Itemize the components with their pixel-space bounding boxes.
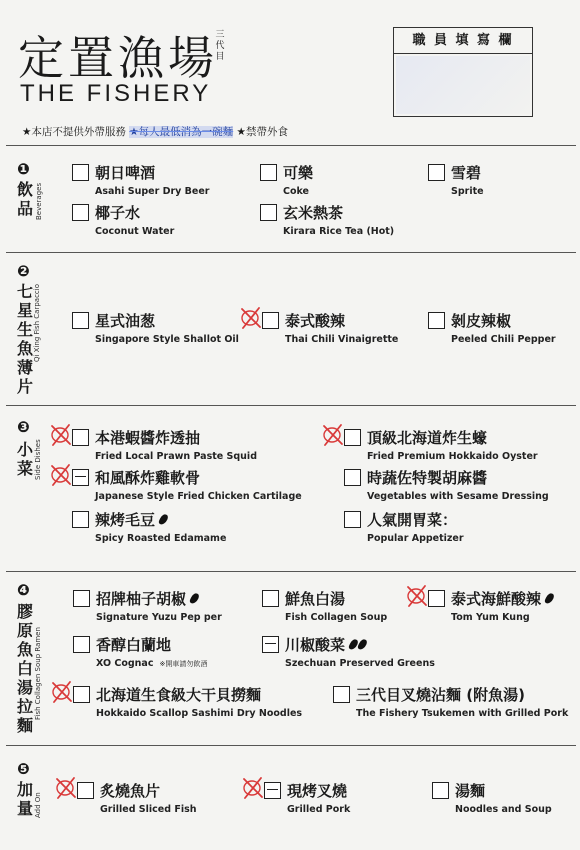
item-name-en: [451, 186, 484, 197]
menu-item: [260, 162, 313, 197]
menu-item-row: [344, 427, 538, 448]
item-name-zh: 炙燒魚片: [100, 782, 161, 800]
section-number: ❷: [17, 262, 30, 280]
item-name-zh: 人氣開胃菜：: [367, 511, 458, 529]
item-name-zh: 雪碧: [451, 164, 482, 182]
item-name-en: [95, 334, 239, 345]
item-name-en-text: Thai Chili Vinaigrette: [285, 334, 399, 345]
section-title: 膠原魚白湯拉麵: [16, 602, 33, 735]
menu-item: [344, 509, 464, 544]
item-name-en: [356, 708, 568, 719]
order-checkbox[interactable]: [72, 204, 89, 221]
item-name-zh: 星式油葱: [95, 312, 156, 330]
menu-item: [260, 202, 394, 237]
item-name-zh: 玄米熱茶: [283, 204, 344, 222]
menu-item: [262, 588, 387, 623]
item-name-en-text: Fish Collagen Soup: [285, 612, 388, 623]
item-name-en: [95, 451, 257, 462]
chili-icon: [189, 592, 200, 605]
menu-item-row: [333, 684, 568, 705]
menu-item: [262, 310, 398, 345]
order-checkbox[interactable]: [333, 686, 350, 703]
handwritten-x-mark-icon: [49, 679, 75, 705]
menu-item-row: [264, 780, 350, 801]
menu-item: [262, 634, 435, 669]
staff-use-box: [393, 27, 533, 117]
section-title-en: Fish Collagen Soup Ramen: [34, 627, 42, 720]
item-name-en: [95, 533, 226, 544]
item-name-en-text: Asahi Super Dry Beer: [95, 186, 210, 197]
order-checkbox[interactable]: [72, 312, 89, 329]
item-name-en: [283, 186, 313, 197]
menu-item: [72, 427, 257, 462]
restaurant-generation: 三代目: [215, 30, 225, 62]
item-name-en-text: Noodles and Soup: [455, 804, 552, 815]
item-name-en-text: Peeled Chili Pepper: [451, 334, 556, 345]
item-name-zh: 鮮魚白湯: [285, 590, 346, 608]
item-name-zh: 三代目叉燒沾麵 (附魚湯): [356, 686, 525, 704]
item-name-en: [367, 491, 549, 502]
item-name-en: [367, 451, 538, 462]
restaurant-name-zh: 定置漁場: [18, 31, 218, 85]
handwritten-x-mark-icon: [48, 462, 74, 488]
menu-item: [72, 310, 239, 345]
notice-no-outside-food: ★禁帶外食: [236, 126, 288, 138]
menu-item: [428, 588, 553, 623]
item-name-en-text: Coke: [283, 186, 310, 197]
order-checkbox[interactable]: [260, 164, 277, 181]
order-checkbox[interactable]: [262, 636, 279, 653]
item-name-zh: 椰子水: [95, 204, 141, 222]
menu-item: [72, 509, 226, 544]
item-name-zh: 朝日啤酒: [95, 164, 156, 182]
item-name-en-text: Fried Local Prawn Paste Squid: [95, 451, 257, 462]
divider: [6, 571, 576, 572]
menu-item: [344, 427, 538, 462]
handwritten-x-mark-icon: [48, 422, 74, 448]
menu-item-row: [72, 202, 174, 223]
item-name-en: [287, 804, 350, 815]
item-name-en: [285, 334, 398, 345]
item-name-zh: 辣烤毛豆: [95, 511, 156, 529]
order-checkbox[interactable]: [344, 429, 361, 446]
item-name-en-text: The Fishery Tsukemen with Grilled Pork: [356, 708, 569, 719]
item-name-zh: 招牌柚子胡椒: [96, 590, 187, 608]
menu-item-row: [72, 509, 226, 530]
menu-item-row: [73, 634, 207, 655]
item-name-zh: 和風酥炸雞軟骨: [95, 469, 201, 487]
menu-item: [428, 310, 556, 345]
divider: [6, 405, 576, 406]
handwritten-x-mark-icon: [240, 775, 266, 801]
divider: [6, 145, 576, 146]
order-checkbox[interactable]: [77, 782, 94, 799]
order-checkbox[interactable]: [72, 511, 89, 528]
menu-item: [432, 780, 552, 815]
item-name-en-text: Tom Yum Kung: [451, 612, 530, 623]
item-name-zh: 泰式酸辣: [285, 312, 346, 330]
order-checkbox[interactable]: [344, 511, 361, 528]
item-name-zh: 北海道生食級大干貝撈麵: [96, 686, 262, 704]
item-name-zh: 香醇白蘭地: [96, 636, 172, 654]
handwritten-x-mark-icon: [53, 775, 79, 801]
section-title-en: Beverages: [35, 182, 43, 220]
item-name-en: [96, 708, 302, 719]
item-name-en-text: Sprite: [451, 186, 484, 197]
menu-item-row: [77, 780, 197, 801]
item-name-en-text: Kirara Rice Tea (Hot): [283, 226, 395, 237]
staff-box-field[interactable]: [396, 56, 530, 114]
chili-icon: [544, 592, 555, 605]
order-checkbox[interactable]: [73, 590, 90, 607]
item-name-en: [95, 226, 174, 237]
menu-item: [72, 162, 209, 197]
item-name-en: [96, 612, 222, 623]
item-name-en-text: XO Cognac: [96, 658, 154, 669]
menu-item-row: [428, 310, 556, 331]
order-checkbox[interactable]: [260, 204, 277, 221]
divider: [6, 745, 576, 746]
item-name-zh: 泰式海鮮酸辣: [451, 590, 542, 608]
menu-item-row: [72, 310, 239, 331]
item-name-zh: 本港蝦醬炸透抽: [95, 429, 201, 447]
menu-item-row: [344, 509, 464, 530]
section-title-en: Side Dishes: [34, 439, 42, 480]
order-checkbox[interactable]: [73, 636, 90, 653]
chili-icon: [357, 638, 368, 651]
section-title: 七星生魚薄片: [16, 282, 33, 396]
menu-item-row: [262, 588, 387, 609]
handwritten-x-mark-icon: [238, 305, 264, 331]
staff-box-label: 職 員 填 寫 欄: [394, 28, 532, 54]
notice-min-order: ★每人最低消為一碗麵: [129, 126, 234, 138]
item-name-en: [283, 226, 394, 237]
item-name-en: [95, 491, 302, 502]
order-checkbox[interactable]: [432, 782, 449, 799]
chili-icon: [158, 513, 169, 526]
item-name-en-text: Spicy Roasted Edamame: [95, 533, 227, 544]
item-name-en: [285, 658, 435, 669]
menu-item-row: [73, 588, 222, 609]
restaurant-name-en: THE FISHERY: [20, 80, 212, 107]
section-number: ❹: [17, 581, 30, 599]
menu-item: [72, 467, 302, 502]
item-name-en-text: Singapore Style Shallot Oil: [95, 334, 239, 345]
menu-item-row: [260, 162, 313, 183]
order-checkbox[interactable]: [428, 590, 445, 607]
item-name-en: [100, 804, 197, 815]
item-name-zh: 剝皮辣椒: [451, 312, 512, 330]
notice-no-takeout: ★本店不提供外帶服務: [22, 126, 126, 138]
item-name-en-text: Coconut Water: [95, 226, 175, 237]
menu-item-row: [432, 780, 552, 801]
handwritten-x-mark-icon: [320, 422, 346, 448]
section-number: ❺: [17, 760, 30, 778]
item-name-en: [96, 658, 207, 669]
menu-item-row: [72, 162, 209, 183]
item-name-zh: 可樂: [283, 164, 314, 182]
order-checkbox[interactable]: [72, 429, 89, 446]
item-name-en-text: Japanese Style Fried Chicken Cartilage: [95, 491, 302, 502]
item-name-en-text: Grilled Sliced Fish: [100, 804, 197, 815]
section-title: 加量: [16, 780, 33, 818]
item-name-en-text: Vegetables with Sesame Dressing: [367, 491, 549, 502]
menu-item: [73, 634, 207, 669]
section-number: ❸: [17, 418, 30, 436]
section-title-en: Add On: [34, 792, 42, 818]
menu-item: [73, 588, 222, 623]
menu-item-row: [428, 162, 484, 183]
order-checkbox[interactable]: [72, 469, 89, 486]
order-checkbox[interactable]: [428, 312, 445, 329]
item-name-en: [451, 612, 553, 623]
item-note: ※開車請勿飲酒: [159, 660, 208, 668]
order-checkbox[interactable]: [262, 590, 279, 607]
divider: [6, 252, 576, 253]
menu-item: [344, 467, 549, 502]
menu-item-row: [262, 634, 435, 655]
item-name-zh: 頂級北海道炸生蠔: [367, 429, 488, 447]
section-title-en: Qi Xing Fish Carpaccio: [33, 283, 41, 362]
item-name-en-text: Popular Appetizer: [367, 533, 464, 544]
section-title: 小菜: [16, 440, 33, 478]
item-name-en: [455, 804, 552, 815]
menu-item-row: [428, 588, 553, 609]
item-name-en-text: Hokkaido Scallop Sashimi Dry Noodles: [96, 708, 303, 719]
menu-item-row: [72, 427, 257, 448]
menu-item-row: [344, 467, 549, 488]
order-checkbox[interactable]: [428, 164, 445, 181]
notice-line: [22, 124, 288, 139]
item-name-en-text: Signature Yuzu Pep per: [96, 612, 222, 623]
menu-item: [264, 780, 350, 815]
item-name-en: [367, 533, 464, 544]
menu-item: [333, 684, 568, 719]
section-number: ❶: [17, 160, 30, 178]
item-name-zh: 現烤叉燒: [287, 782, 348, 800]
menu-item: [73, 684, 302, 719]
order-checkbox[interactable]: [264, 782, 281, 799]
menu-item-row: [262, 310, 398, 331]
item-name-zh: 川椒酸菜: [285, 636, 346, 654]
order-checkbox[interactable]: [262, 312, 279, 329]
order-checkbox[interactable]: [73, 686, 90, 703]
item-name-en-text: Fried Premium Hokkaido Oyster: [367, 451, 538, 462]
menu-item: [77, 780, 197, 815]
menu-item-row: [72, 467, 302, 488]
order-checkbox[interactable]: [72, 164, 89, 181]
menu-item: [72, 202, 174, 237]
menu-item-row: [73, 684, 302, 705]
item-name-en: [451, 334, 556, 345]
menu-item-row: [260, 202, 394, 223]
item-name-en-text: Grilled Pork: [287, 804, 351, 815]
order-checkbox[interactable]: [344, 469, 361, 486]
item-name-en-text: Szechuan Preserved Greens: [285, 658, 435, 669]
menu-item: [428, 162, 484, 197]
item-name-zh: 湯麵: [455, 782, 486, 800]
section-title: 飲品: [16, 180, 33, 218]
item-name-en: [285, 612, 387, 623]
item-name-en: [95, 186, 209, 197]
item-name-zh: 時蔬佐特製胡麻醬: [367, 469, 488, 487]
handwritten-x-mark-icon: [404, 583, 430, 609]
